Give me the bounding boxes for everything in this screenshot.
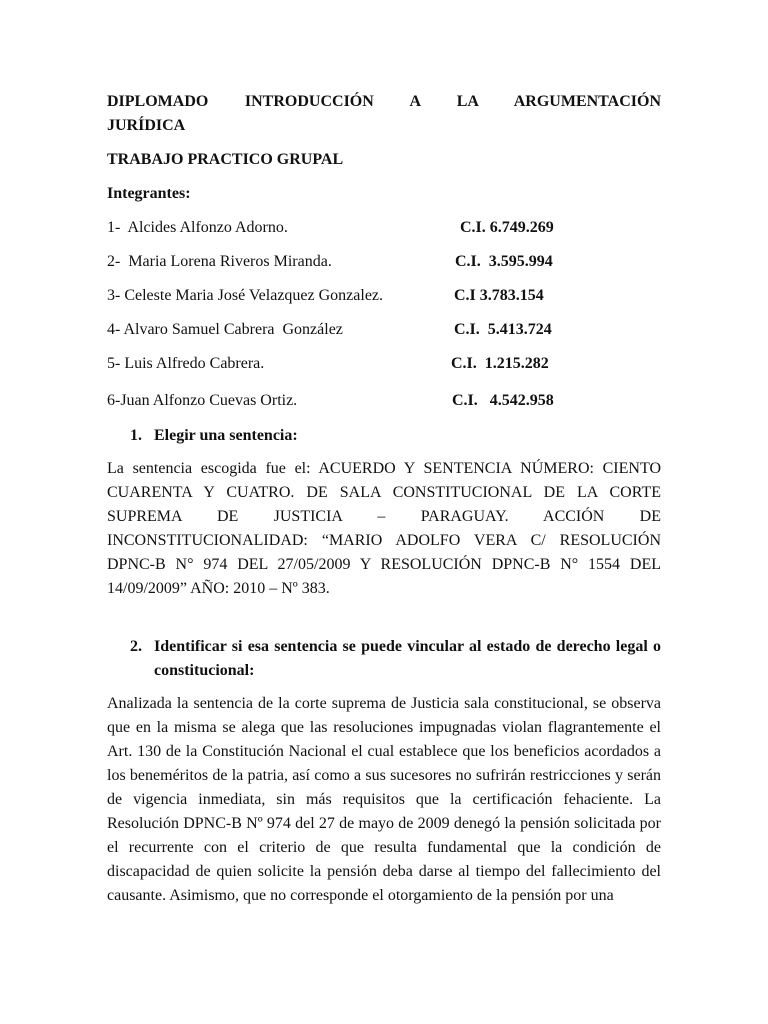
- member-row: [107, 352, 667, 376]
- member-name: 1- Alcides Alfonzo Adorno.: [107, 219, 288, 236]
- member-row: [107, 250, 667, 274]
- member-row: [107, 216, 667, 240]
- member-row: [107, 318, 667, 342]
- question-2-number: 2.: [130, 638, 142, 655]
- member-name: 6-Juan Alfonzo Cuevas Ortiz.: [107, 392, 298, 409]
- member-ci: C.I. 4.542.958: [452, 392, 554, 409]
- member-row: [107, 284, 667, 308]
- members-label: Integrantes:: [107, 185, 191, 202]
- member-name: 3- Celeste Maria José Velazquez Gonzalez.: [107, 287, 384, 304]
- document-subtitle: TRABAJO PRACTICO GRUPAL: [107, 151, 344, 168]
- document-title-line2: JURÍDICA: [107, 117, 186, 134]
- member-ci: C.I. 3.595.994: [455, 253, 553, 270]
- member-name: 4- Alvaro Samuel Cabrera González: [107, 321, 343, 338]
- document-title-line1: DIPLOMADO INTRODUCCIÓN A LA ARGUMENTACIÓN: [107, 93, 661, 110]
- member-ci: C.I. 6.749.269: [460, 219, 554, 236]
- member-name: 2- Maria Lorena Riveros Miranda.: [107, 253, 332, 270]
- question-1-text: Elegir una sentencia:: [154, 427, 298, 444]
- question-1-heading: [130, 424, 661, 448]
- member-ci: C.I 3.783.154: [454, 287, 544, 304]
- member-name: 5- Luis Alfredo Cabrera.: [107, 355, 265, 372]
- member-row: [107, 389, 667, 413]
- question-2-heading: [130, 635, 661, 683]
- member-ci: C.I. 1.215.282: [451, 355, 549, 372]
- member-ci: C.I. 5.413.724: [454, 321, 552, 338]
- paragraph-2: Analizada la sentencia de la corte suprema de Justicia sala constitucional, se observa que en la misma se alega que las resoluciones impugnadas violan flagrantemente el Art. 130 de la Constitución Nacional el cual establece que los beneficios acordados a los beneméritos de la patria, así como a sus sucesores no sufrirán restricciones y serán de vigencia inmediata, sin más requisitos que la certificación fehaciente. La Resolución DPNC-B Nº 974 del 27 de mayo de 2009 denegó la pensión solicitada por el recurrente con el criterio de que resulta fundamental que la condición de discapacidad de quien solicite la pensión deba darse al tiempo del fallecimiento del causante. Asimismo, que no corresponde el otorgamiento de la pensión por una: [107, 695, 661, 904]
- paragraph-1: La sentencia escogida fue el: ACUERDO Y SENTENCIA NÚMERO: CIENTO CUARENTA Y CUATRO. DE SALA CONSTITUCIONAL DE LA CORTE SUPREMA DE JUSTICIA – PARAGUAY. ACCIÓN DE INCONSTITUCIONALIDAD: “MARIO ADOLFO VERA C/ RESOLUCIÓN DPNC-B N° 974 DEL 27/05/2009 Y RESOLUCIÓN DPNC-B N° 1554 DEL 14/09/2009” AÑO: 2010 – Nº 383.: [107, 460, 661, 597]
- question-1-number: 1.: [130, 427, 142, 444]
- question-2-text: Identificar si esa sentencia se puede vincular al estado de derecho legal o constitucional:: [154, 638, 661, 679]
